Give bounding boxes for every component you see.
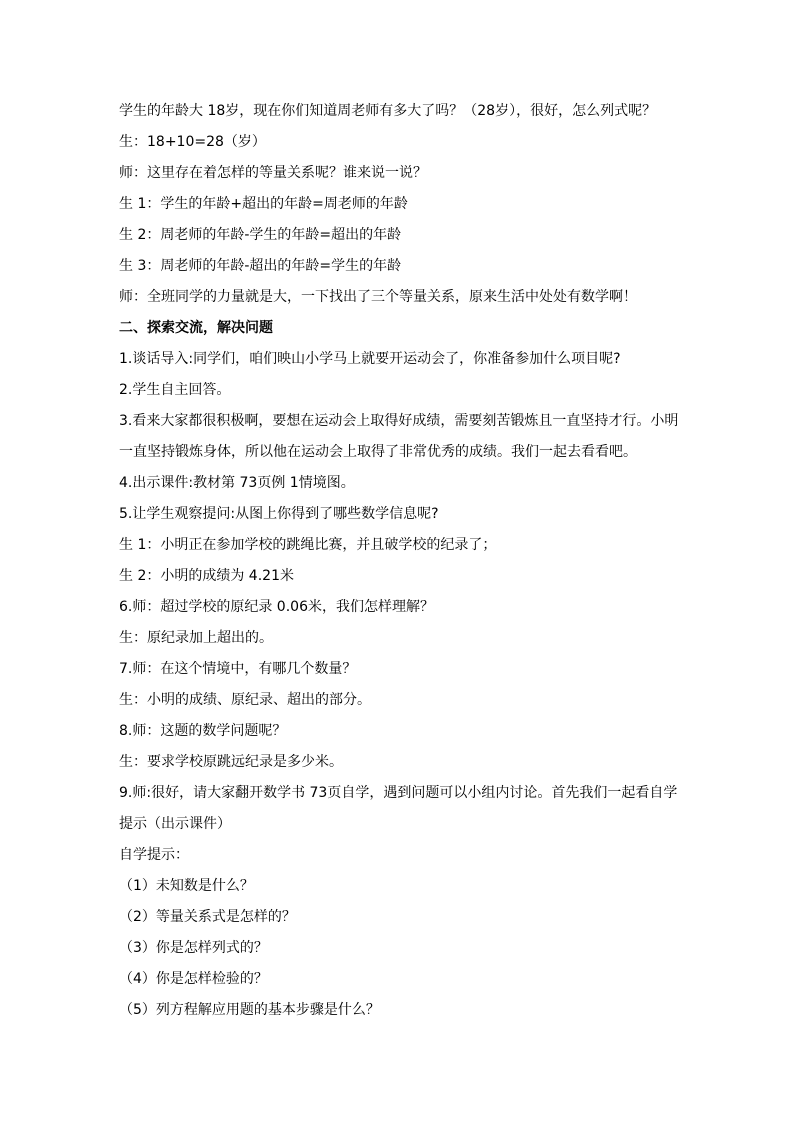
text-line: 提示（出示课件）	[119, 816, 231, 832]
text-line: 生：要求学校原跳远纪录是多少米。	[119, 754, 343, 770]
text-line: 生 1：小明正在参加学校的跳绳比赛，并且破学校的纪录了；	[119, 537, 497, 553]
list-item: （2）等量关系式是怎样的？	[119, 909, 296, 925]
text-line: 7.师：在这个情境中，有哪几个数量？	[119, 661, 357, 677]
text-line: 师：这里存在着怎样的等量关系呢？谁来说一说？	[119, 165, 427, 181]
text-line: 9.师:很好，请大家翻开数学书 73页自学，遇到问题可以小组内讨论。首先我们一起看自学	[119, 785, 678, 801]
text-line: 生：小明的成绩、原纪录、超出的部分。	[119, 692, 371, 708]
text-line: 1.谈话导入:同学们，咱们映山小学马上就要开运动会了，你准备参加什么项目呢?	[119, 351, 621, 367]
text-line: 师：全班同学的力量就是大，一下找出了三个等量关系，原来生活中处处有数学啊！	[119, 289, 637, 305]
text-line: 3.看来大家都很积极啊，要想在运动会上取得好成绩，需要刻苦锻炼且一直坚持才行。小明	[119, 413, 679, 429]
text-line: 生 2：小明的成绩为 4.21米	[119, 568, 294, 584]
list-item: （3）你是怎样列式的？	[119, 940, 268, 956]
paragraph	[119, 411, 679, 462]
list-item: （5）列方程解应用题的基本步骤是什么？	[119, 1002, 380, 1018]
text-line: 生：原纪录加上超出的。	[119, 630, 273, 646]
text-line: 生：18+10=28（岁）	[119, 134, 266, 150]
text-line: 6.师：超过学校的原纪录 0.06米，我们怎样理解？	[119, 599, 434, 615]
text-line: 自学提示：	[119, 847, 189, 863]
text-line: 2.学生自主回答。	[119, 382, 231, 398]
text-line: 4.出示课件:教材第 73页例 1情境图。	[119, 475, 355, 491]
text-line: 学生的年龄大 18岁，现在你们知道周老师有多大了吗？（28岁），很好，怎么列式呢？	[119, 103, 657, 119]
document-body	[119, 101, 679, 1031]
text-line: 生 1：学生的年龄+超出的年龄=周老师的年龄	[119, 196, 408, 212]
text-line: 8.师：这题的数学问题呢？	[119, 723, 287, 739]
section-heading: 二、探索交流，解决问题	[119, 320, 273, 336]
paragraph	[119, 783, 679, 834]
list-item: （1）未知数是什么？	[119, 878, 254, 894]
list-item: （4）你是怎样检验的？	[119, 971, 268, 987]
text-line: 5.让学生观察提问:从图上你得到了哪些数学信息呢?	[119, 506, 439, 522]
text-line: 生 2：周老师的年龄-学生的年龄=超出的年龄	[119, 227, 402, 243]
text-line: 生 3：周老师的年龄-超出的年龄=学生的年龄	[119, 258, 402, 274]
text-line: 一直坚持锻炼身体，所以他在运动会上取得了非常优秀的成绩。我们一起去看看吧。	[119, 444, 637, 460]
